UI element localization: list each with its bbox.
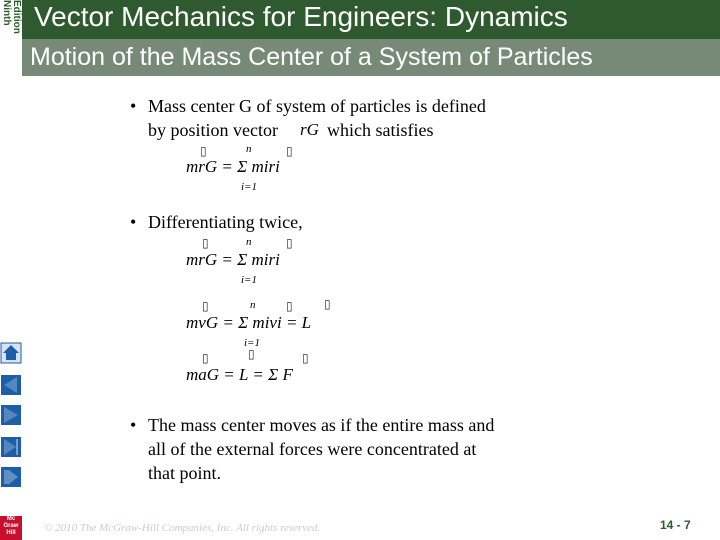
bullet-text: which satisfies <box>327 120 434 140</box>
equation-3 <box>186 297 331 349</box>
vector-mark: ▯ <box>248 347 255 361</box>
edition-strip <box>0 0 22 540</box>
logo-text: Mc Graw Hill <box>3 516 19 536</box>
bullet-text: by position vector <box>148 120 278 140</box>
bullet-dot: • <box>130 96 137 116</box>
equation-1 <box>186 143 293 193</box>
sum-lower: i=1 <box>241 181 257 193</box>
vector-mark: ▯ <box>324 297 331 311</box>
vector-mark: ▯ <box>202 236 209 250</box>
vector-mark: ▯ <box>202 351 209 365</box>
book-title: Vector Mechanics for Engineers: Dynamics <box>34 1 568 32</box>
sum-lower: i=1 <box>241 274 257 286</box>
bullet-text: all of the external forces were concentrated at <box>148 439 477 459</box>
edition-edition: Edition <box>11 0 22 34</box>
vector-mark: ▯ <box>286 299 293 313</box>
bullet-text: Mass center G of system of particles is defined <box>148 96 486 116</box>
sum-lower: i=1 <box>244 337 260 349</box>
vector-mark: ▯ <box>202 299 209 313</box>
last-slide-icon[interactable] <box>0 436 22 458</box>
edition-ninth: Ninth <box>1 0 12 26</box>
equation-text: maG = L = Σ F <box>186 365 293 384</box>
position-vector-symbol <box>300 120 319 140</box>
vector-mark: ▯ <box>286 236 293 250</box>
next-slide-icon[interactable] <box>0 404 22 426</box>
subtitle-bar <box>22 39 720 76</box>
vector-mark: ▯ <box>200 144 207 158</box>
sum-upper: n <box>246 143 252 155</box>
equation-4 <box>186 347 309 385</box>
previous-slide-icon[interactable] <box>0 374 22 396</box>
bullet-dot: • <box>130 415 137 435</box>
slide-header <box>22 0 720 76</box>
equation-2 <box>186 236 293 286</box>
equation-text: mrG = Σ miri <box>186 157 280 176</box>
exit-icon[interactable] <box>0 466 22 488</box>
page-number: 14 - 7 <box>660 518 691 532</box>
equation-text: mrG = Σ miri <box>186 250 280 269</box>
bullet-text: that point. <box>148 463 221 483</box>
slide-title: Motion of the Mass Center of a System of Particles <box>30 43 593 71</box>
mcgraw-hill-logo <box>0 516 22 540</box>
bullet-dot: • <box>130 212 137 232</box>
copyright-notice: © 2010 The McGraw-Hill Companies, Inc. All rights reserved. <box>44 522 321 534</box>
sum-upper: n <box>250 299 256 311</box>
home-icon[interactable] <box>0 342 22 364</box>
equation-text: rG <box>300 120 319 139</box>
edition-label <box>0 0 22 44</box>
vector-mark: ▯ <box>286 144 293 158</box>
sum-upper: n <box>246 236 252 248</box>
equation-text: mvG = Σ mivi = L <box>186 313 312 332</box>
bullet-text: Differentiating twice, <box>148 212 303 232</box>
vector-mark: ▯ <box>302 351 309 365</box>
bullet-text: The mass center moves as if the entire mass and <box>148 415 495 435</box>
